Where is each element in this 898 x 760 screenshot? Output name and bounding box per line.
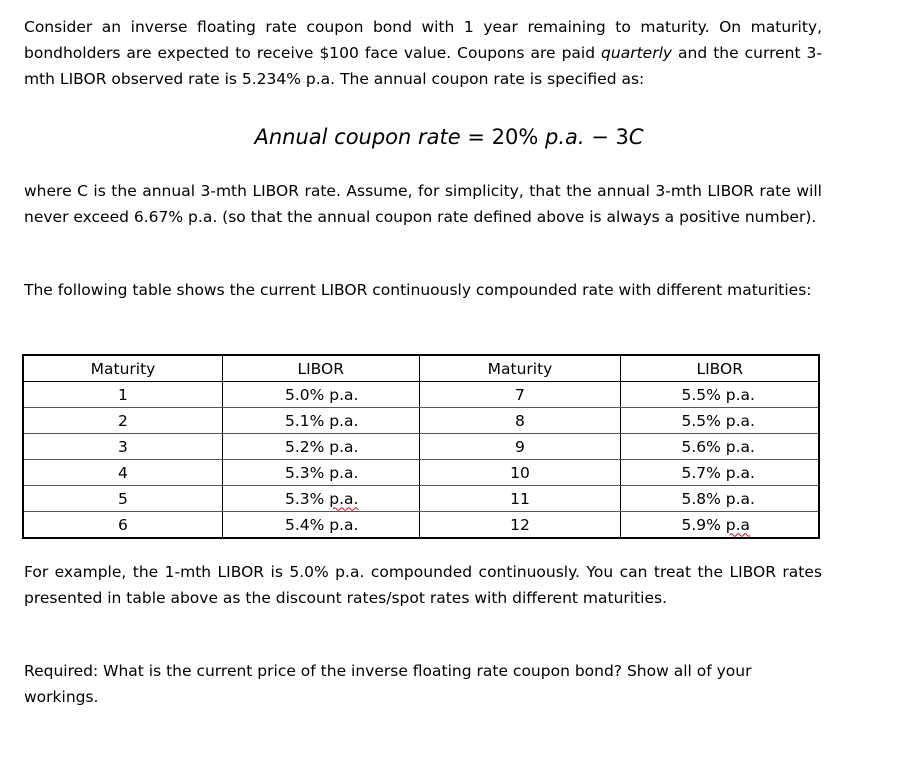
where-paragraph: where C is the annual 3-mth LIBOR rate. Assume, for simplicity, that the annual 3-mth LIBOR rate will never exceed 6.67% p.a. (so that the annual coupon rate defined above is always a positive number). [24,182,822,226]
table-row [23,512,819,539]
libor-cell [621,512,819,539]
maturity-cell: 5 [23,486,222,512]
formula-variable: C [628,125,644,149]
libor-cell: 5.8% p.a. [621,486,819,512]
libor-cell: 5.7% p.a. [621,460,819,486]
table-intro-paragraph: The following table shows the current LIBOR continuously compounded rate with different maturities: [24,281,812,299]
intro-paragraph [24,14,822,92]
table-row [23,382,819,408]
maturity-cell: 8 [419,408,621,434]
maturity-cell: 12 [419,512,621,539]
required-paragraph: Required: What is the current price of the inverse floating rate coupon bond? Show all of your workings. [24,662,752,706]
libor-cell: 5.5% p.a. [621,408,819,434]
header-libor-2: LIBOR [621,355,819,382]
table-row [23,408,819,434]
maturity-cell: 2 [23,408,222,434]
libor-cell: 5.5% p.a. [621,382,819,408]
libor-cell-text: 5.3% p.a. [284,489,359,508]
header-maturity-2: Maturity [419,355,621,382]
maturity-cell: 1 [23,382,222,408]
maturity-cell: 10 [419,460,621,486]
maturity-cell: 7 [419,382,621,408]
maturity-cell: 4 [23,460,222,486]
intro-text-1: Consider an inverse floating rate coupon bond with 1 year remaining to maturity. On maturity, bondholders are expected to receive $100 face value. Coupons are paid [24,18,822,62]
maturity-cell: 6 [23,512,222,539]
libor-cell: 5.3% p.a. [222,460,419,486]
table-row [23,434,819,460]
intro-emphasis: quarterly [601,44,673,62]
coupon-rate-formula [0,122,898,152]
intro-text-2: and the current 3-mth LIBOR observed rate is 5.234% p.a. The annual coupon rate is specified as: [24,44,822,88]
libor-cell-text: 5.9% p.a [681,515,751,534]
libor-cell: 5.0% p.a. [222,382,419,408]
libor-cell: 5.4% p.a. [222,512,419,539]
libor-cell: 5.6% p.a. [621,434,819,460]
table-row [23,486,819,512]
example-paragraph: For example, the 1-mth LIBOR is 5.0% p.a. compounded continuously. You can treat the LIBOR rates presented in table above as the discount rates/spot rates with different maturities. [24,563,822,607]
maturity-cell: 3 [23,434,222,460]
formula-minus: − 3 [584,125,629,149]
header-maturity-1: Maturity [23,355,222,382]
libor-cell: 5.1% p.a. [222,408,419,434]
maturity-cell: 11 [419,486,621,512]
formula-lhs: Annual coupon rate [254,125,461,149]
libor-table [22,354,820,539]
maturity-cell: 9 [419,434,621,460]
libor-cell: 5.2% p.a. [222,434,419,460]
formula-equals: = [460,125,492,149]
header-libor-1: LIBOR [222,355,419,382]
formula-value: 20% [491,125,545,149]
table-row [23,460,819,486]
formula-unit: p.a. [544,125,585,149]
table-header-row [23,355,819,382]
libor-cell [222,486,419,512]
